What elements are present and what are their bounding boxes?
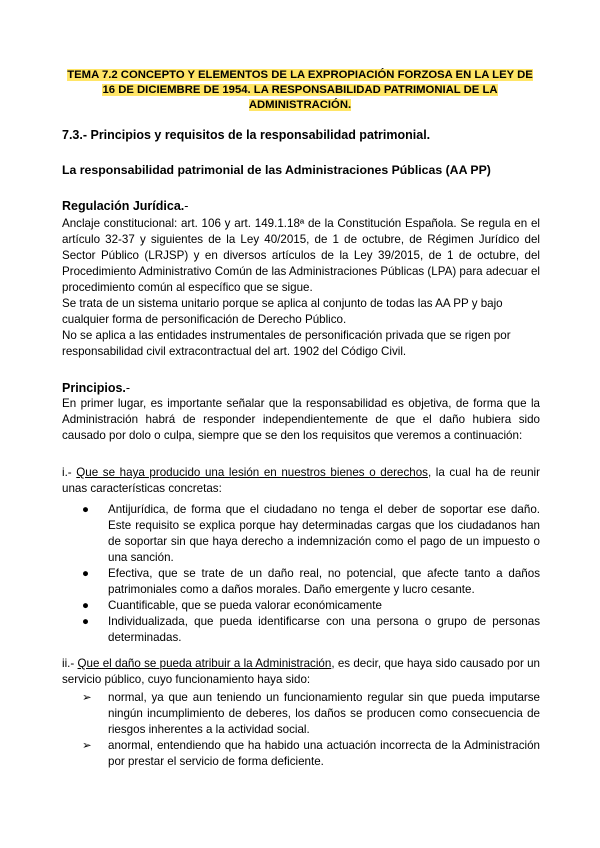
- list-item: ● Individualizada, que pueda identificarse con una persona o grupo de personas determinadas.: [82, 615, 540, 644]
- principios-intro: En primer lugar, es importante señalar que la responsabilidad es objetiva, de forma que la Administración habrá de responder independientemente de que el daño hubiera sido causado por dolo o culpa, siempre que se den los requisitos que veremos a continuación:: [62, 397, 540, 442]
- bullet-list: [62, 502, 540, 646]
- bullet-icon: ●: [82, 503, 90, 516]
- bullet-icon: ●: [82, 615, 90, 628]
- requisito-1: i.- Que se haya producido una lesión en nuestros bienes o derechos, la cual ha de reunir unas características concretas:: [62, 466, 540, 495]
- regulacion-paragraph-3: No se aplica a las entidades instrumentales de personificación privada que se rigen por responsabilidad civil extracontractual del art. 1902 del Código Civil.: [62, 329, 511, 358]
- list-item: ● Antijurídica, de forma que el ciudadano no tenga el deber de soportar ese daño. Este requisito se explica porque hay determinadas cargas que los ciudadanos han de soportar sin que haya derecho a indemnización como el pago de un impuesto o una sanción.: [82, 503, 540, 564]
- document-title: TEMA 7.2 CONCEPTO Y ELEMENTOS DE LA EXPROPIACIÓN FORZOSA EN LA LEY DE 16 DE DICIEMBRE DE 1954. LA RESPONSABILIDAD PATRIMONIAL DE LA ADMINISTRACIÓN.: [67, 69, 533, 111]
- subheading: La responsabilidad patrimonial de las Administraciones Públicas (AA PP): [62, 163, 491, 177]
- arrow-icon: ➢: [82, 739, 92, 752]
- arrow-icon: ➢: [82, 691, 92, 704]
- arrow-list: [62, 690, 540, 770]
- regulacion-paragraph-2: Se trata de un sistema unitario porque se aplica al conjunto de todas las AA PP y bajo cualquier forma de personificación de Derecho Público.: [62, 297, 503, 326]
- list-item: ➢ normal, ya que aun teniendo un funcionamiento regular sin que pueda imputarse ningún incumplimiento de deberes, los daños se producen como consecuencia de riesgos inherentes a la actividad social.: [82, 691, 540, 736]
- bullet-icon: ●: [82, 567, 90, 580]
- principios-heading: Principios.-: [62, 381, 131, 395]
- list-item: ➢ anormal, entendiendo que ha habido una actuación incorrecta de la Administración por prestar el servicio de forma deficiente.: [82, 739, 540, 768]
- regulacion-paragraph-1: Anclaje constitucional: art. 106 y art. 149.1.18ª de la Constitución Española. Se regula en el artículo 32-37 y siguientes de la Ley 40/2015, de 1 de octubre, de Régimen Jurídico del Sector Público (LRJSP) y en diversos artículos de la Ley 39/2015, de 1 de octubre, del Procedimiento Administrativo Común de las Administraciones Públicas (LPA) para adecuar el procedimiento común al específico que se sigue.: [62, 217, 540, 294]
- regulacion-heading: Regulación Jurídica.-: [62, 199, 189, 213]
- bullet-icon: ●: [82, 599, 90, 612]
- requisito-2: ii.- Que el daño se pueda atribuir a la Administración, es decir, que haya sido causado por un servicio público, cuyo funcionamiento haya sido:: [62, 657, 540, 686]
- list-item: ● Cuantificable, que se pueda valorar económicamente: [82, 599, 382, 612]
- list-item: ● Efectiva, que se trate de un daño real, no potencial, que afecte tanto a daños patrimoniales como a daños morales. Daño emergente y lucro cesante.: [82, 567, 540, 596]
- section-heading: 7.3.- Principios y requisitos de la responsabilidad patrimonial.: [62, 128, 431, 142]
